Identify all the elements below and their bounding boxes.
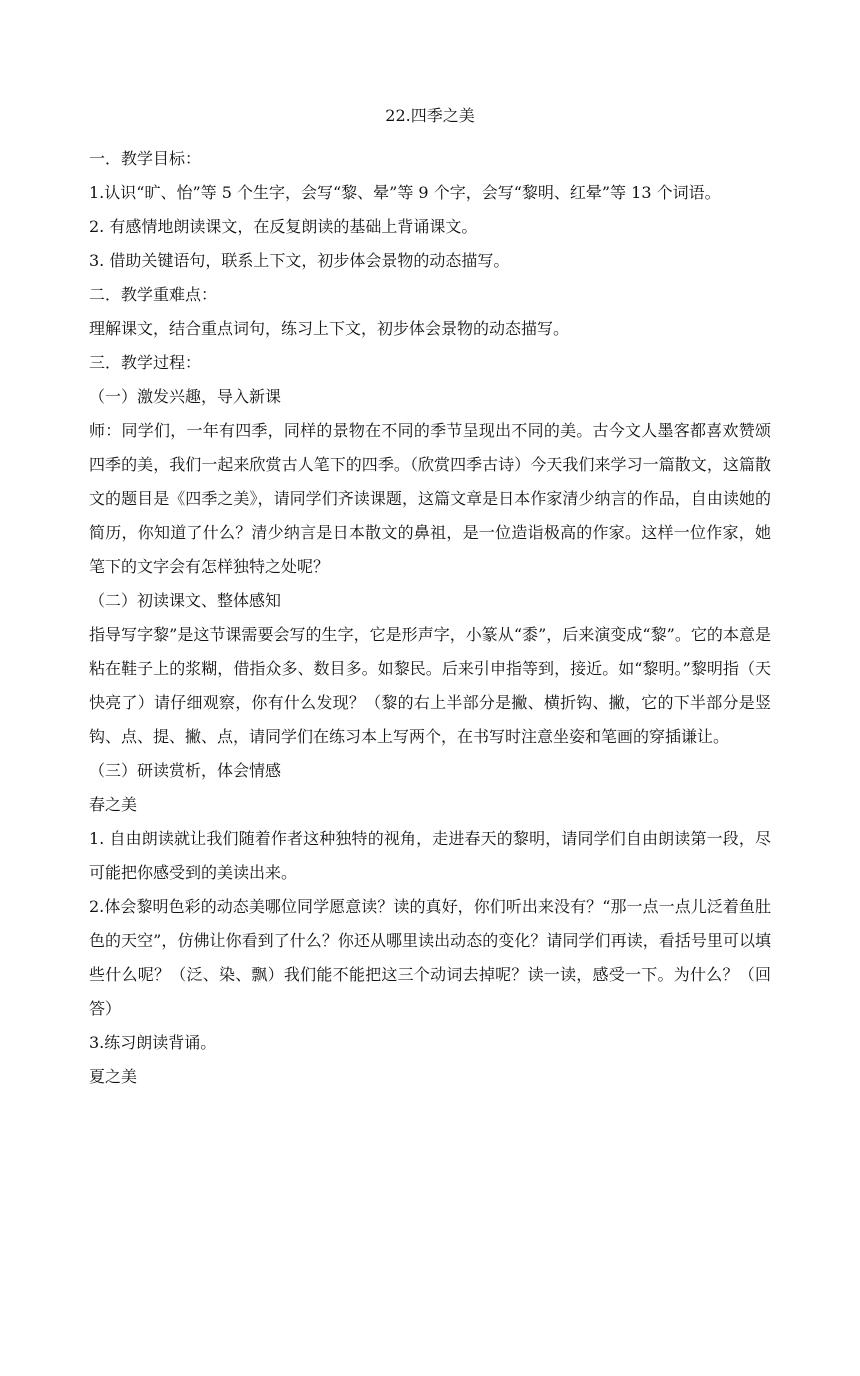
document-title: 22.四季之美 — [385, 106, 475, 125]
spring-item-1: 1. 自由朗读就让我们随着作者这种独特的视角，走进春天的黎明，请同学们自由朗读第一段，尽可能把你感受到的美读出来。 — [89, 829, 771, 882]
subheading-introduction: （一）激发兴趣，导入新课 — [89, 387, 282, 406]
section-heading-objectives: 一．教学目标： — [89, 149, 202, 168]
section-heading-key-points: 二．教学重难点： — [89, 285, 218, 304]
paragraph-introduction: 师：同学们，一年有四季，同样的景物在不同的季节呈现出不同的美。古今文人墨客都喜欢赞颂四季的美，我们一起来欣赏古人笔下的四季。（欣赏四季古诗）今天我们来学习一篇散文，这篇散文的题目是《四季之美》，请同学们齐读课题，这篇文章是日本作家清少纳言的作品，自由读她的简历，你知道了什么？清少纳言是日本散文的鼻祖，是一位造诣极高的作家。这样一位作家，她笔下的文字会有怎样独特之处呢？ — [89, 421, 771, 576]
spring-item-3: 3.练习朗读背诵。 — [89, 1033, 217, 1052]
objective-item-2: 2. 有感情地朗读课文，在反复朗读的基础上背诵课文。 — [89, 217, 478, 236]
subheading-summer: 夏之美 — [89, 1067, 138, 1086]
spring-item-2: 2.体会黎明色彩的动态美哪位同学愿意读？读的真好，你们听出来没有？“那一点一点儿泛着鱼肚色的天空”，仿佛让你看到了什么？你还从哪里读出动态的变化？请同学们再读，看括号里可以填些什么呢？（泛、染、飘）我们能不能把这三个动词去掉呢？读一读，感受一下。为什么？（回答） — [89, 897, 771, 1018]
subheading-study-analysis: （三）研读赏析，体会情感 — [89, 761, 282, 780]
section-heading-process: 三．教学过程： — [89, 353, 202, 372]
paragraph-first-reading: 指导写字黎”是这节课需要会写的生字，它是形声字，小篆从“黍”，后来演变成“黎”。它的本意是粘在鞋子上的浆糊，借指众多、数目多。如黎民。后来引申指等到，接近。如“黎明。”黎明指（天快亮了）请仔细观察，你有什么发现？（黎的右上半部分是撇、横折钩、撇，它的下半部分是竖钩、点、提、撇、点，请同学们在练习本上写两个，在书写时注意坐姿和笔画的穿插谦让。 — [89, 625, 771, 746]
subheading-spring: 春之美 — [89, 795, 138, 814]
subheading-first-reading: （二）初读课文、整体感知 — [89, 591, 282, 610]
key-points-text: 理解课文，结合重点词句，练习上下文，初步体会景物的动态描写。 — [89, 319, 570, 338]
document-body — [89, 142, 771, 1094]
objective-item-1: 1.认识“旷、怡”等 5 个生字，会写“黎、晕”等 9 个字，会写“黎明、红晕”等 13 个词语。 — [89, 183, 721, 202]
objective-item-3: 3. 借助关键语句，联系上下文，初步体会景物的动态描写。 — [89, 251, 510, 270]
